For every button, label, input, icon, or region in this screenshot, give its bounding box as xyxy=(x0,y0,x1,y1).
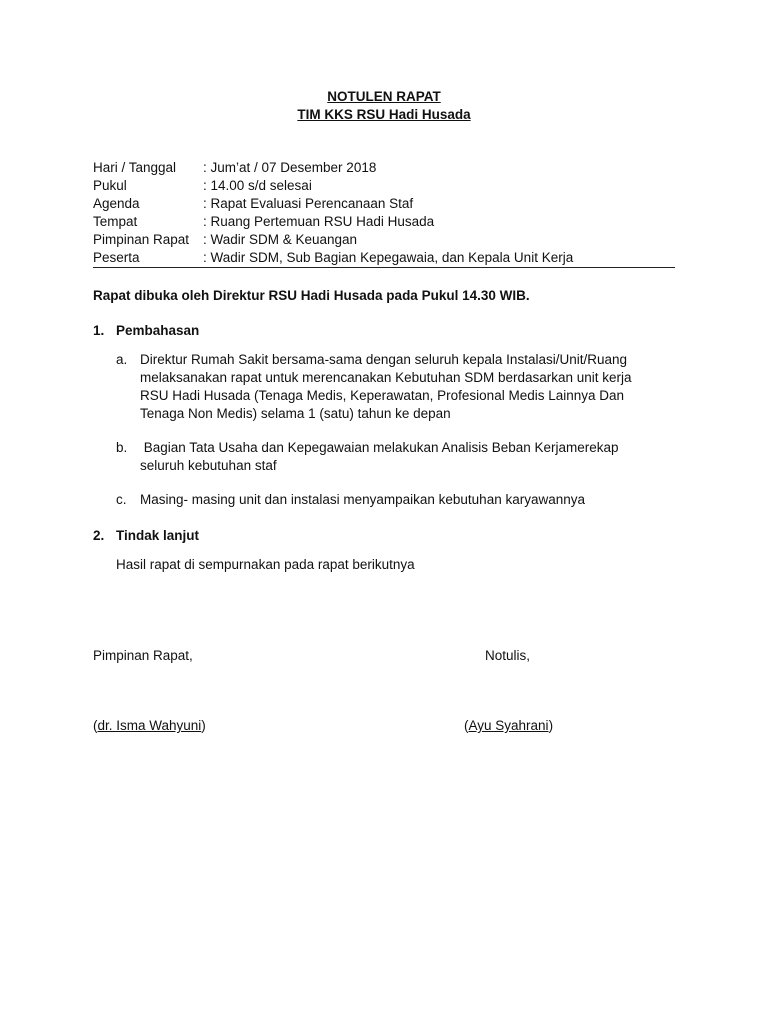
info-value-date: : Jum’at / 07 Desember 2018 xyxy=(203,160,377,175)
info-label-place: Tempat xyxy=(93,214,138,229)
info-value-time: : 14.00 s/d selesai xyxy=(203,178,312,193)
item-b-marker: b. xyxy=(116,440,128,455)
signature-right-role: Notulis, xyxy=(485,648,531,663)
document-subtitle: TIM KKS RSU Hadi Husada xyxy=(297,107,471,122)
section1-heading: Pembahasan xyxy=(116,323,200,338)
info-label-time: Pukul xyxy=(93,178,127,193)
item-b-line: seluruh kebutuhan staf xyxy=(140,458,277,473)
paren-open: ( xyxy=(464,718,469,733)
signature-right-name: Ayu Syahrani xyxy=(468,718,549,733)
header-divider xyxy=(93,267,675,268)
item-a-line: Direktur Rumah Sakit bersama-sama dengan seluruh kepala Instalasi/Unit/Ruang xyxy=(140,352,627,367)
paren-close: ) xyxy=(548,718,554,733)
item-b-line: Bagian Tata Usaha dan Kepegawaian melakukan Analisis Beban Kerjamerekap xyxy=(140,440,619,455)
signature-left-name-block xyxy=(93,717,206,735)
section2-text: Hasil rapat di sempurnakan pada rapat berikutnya xyxy=(116,557,415,572)
item-c-line: Masing- masing unit dan instalasi menyampaikan kebutuhan karyawannya xyxy=(140,492,585,507)
info-label-agenda: Agenda xyxy=(93,196,140,211)
info-value-participants: : Wadir SDM, Sub Bagian Kepegawaia, dan Kepala Unit Kerja xyxy=(203,250,574,265)
item-a-line: Tenaga Non Medis) selama 1 (satu) tahun ke depan xyxy=(140,406,451,421)
info-label-date: Hari / Tanggal xyxy=(93,160,177,175)
section2-heading: Tindak lanjut xyxy=(116,528,200,543)
section1-number: 1. xyxy=(93,323,105,338)
info-label-participants: Peserta xyxy=(93,250,140,265)
item-a-line: melaksanakan rapat untuk merencanakan Kebutuhan SDM berdasarkan unit kerja xyxy=(140,370,632,385)
info-value-chair: : Wadir SDM & Keuangan xyxy=(203,232,358,247)
item-a-marker: a. xyxy=(116,352,128,367)
info-label-chair: Pimpinan Rapat xyxy=(93,232,190,247)
paren-open: ( xyxy=(93,718,98,733)
section2-number: 2. xyxy=(93,528,105,543)
info-value-agenda: : Rapat Evaluasi Perencanaan Staf xyxy=(203,196,414,211)
opening-statement: Rapat dibuka oleh Direktur RSU Hadi Husada pada Pukul 14.30 WIB. xyxy=(93,288,530,303)
signature-right-name-block xyxy=(464,717,553,735)
item-a-line: RSU Hadi Husada (Tenaga Medis, Keperawatan, Profesional Medis Lainnya Dan xyxy=(140,388,625,403)
signature-left-name: dr. Isma Wahyuni xyxy=(97,718,202,733)
info-value-place: : Ruang Pertemuan RSU Hadi Husada xyxy=(203,214,435,229)
signature-left-role: Pimpinan Rapat, xyxy=(93,648,193,663)
document-title: NOTULEN RAPAT xyxy=(327,89,441,104)
paren-close: ) xyxy=(201,718,206,733)
item-c-marker: c. xyxy=(116,492,127,507)
